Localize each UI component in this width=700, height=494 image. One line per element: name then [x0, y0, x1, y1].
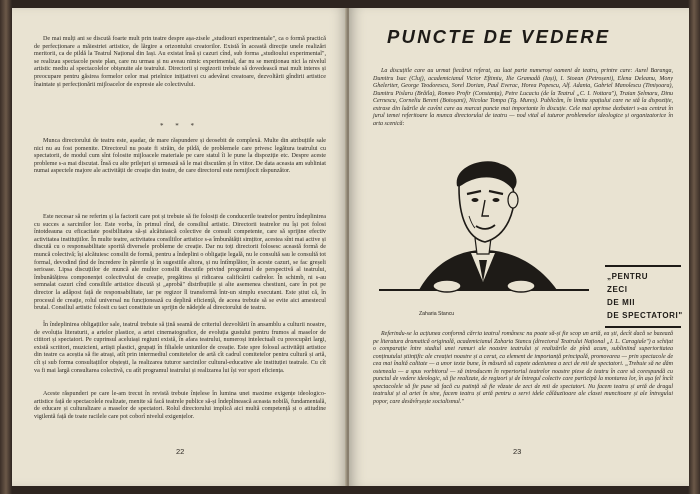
illustration-caption: Zaharia Stancu — [419, 311, 455, 317]
pullquote-line: ZECI — [607, 285, 628, 294]
body-paragraph: Referindu-se la acțiunea conformă cărria teatrul românesc nu poate să-și fie scop un artă, ea ști, decît dacă se bazează pe literatura dramatică originală, academicianul Zaharia Stancu (directorul Teatrului Național „I. L. Caragiale") a schițat o comparație între stadiul unei ramuri ale noastre teatrului și realizările de pînă acum, subliniind superioritatea conținutului științific ale creației noastre și a cerut, ca element de importanță principală, promovarea — prin spectacole de cea mai înaltă calitate — a unor texte bune, în măsură să capete adeziunea a zeci de mii de spectatori. „Trebuie să ne dăm osteneala — a spus vorbitorul — să introducem în repertoriul teatrelor noastre piese de teatru în care să corespundă cu punctul de vedere ideologic, să fie realizate, de regizori și de întregul colectiv care participă la montarea lor, în așa fel încît spectacolele să fie puse să facă cu putință să fie văzute de zeci de mii de spectatori. Nu facem teatru și artă de dragul teatrului și al artei în sine, facem teatru și artă pentru a servi idele călăuzitoare ale clasei muncitoare și ale întregului popor, care desăvîrșește socialismul." — [373, 331, 673, 405]
section-heading: PUNCTE DE VEDERE — [387, 26, 611, 47]
left-page — [12, 8, 347, 486]
paragraph-5: Aceste răspunderi pe care le-am trecut în revistă trebuie înțelese în lumina unei maxime exigențe ideologico-artistice față de spectacolele realizate, menite să facă teatrele publice să-și îndeplinească aceasta nobilă, fundamentală, de educare și culturalizare a maselor de spectatori. Rolul directorului implică aici multă competență și o atitudine vigilentă față de toate racilele care pot coborî nivelul exigențelor. — [34, 391, 326, 420]
pullquote-rule-top — [605, 265, 681, 267]
page-number-left: 22 — [176, 447, 185, 456]
paragraph-4: În îndeplinirea obligațiilor sale, teatrul trebuie să țină seamă de criteriul dezvoltării în ansamblu a culturii noastre, de evoluția literaturii, a artelor plastice, a artei cinematografice, de evoluția gustului pentru frumos al maselor de cititori și spectatori. Pe cuprinsul aceluiași regiuni există, în afara teatrului, numeroși intelectuali cu preocupări largi, există scriitori, muzicieni, artiști plastici, grupați în filialele uniunilor de creație. Este spre folosul activității artistice din teatre ca aceștia să fie atrași, atît prin intermediul comitetelor de artă cît cadrul comitetelor pentru cultură și artă, cît și sub forma consultațiilor obștești, la realizarea tuturor sarcinilor cultural-educative ale instituției teatrale. Cu cît va fi mai largă consultarea colectivă, cu atît programul teatrului și realizarea lui își vor spori eficiența. — [34, 322, 326, 374]
pullquote — [607, 270, 683, 322]
paragraph-1: De mai mulți ani se discută foarte mult prin teatre despre așa-zisele „studiouri experimentale", ca o formă practică de perfecționare a măiestriei artistice, de lărgire a orizontului creatorilor. Există în această direcție unele realizări meritorii, ca de pildă la Teatrul Național din Iași. Au existat însă și cazuri cînd, sub forma „studioului experimental", se realizau spectacole peste plan, care nu urmau și nu aveau nimic experimental, dar nu se menționau nici la nivelul artistic mediu al spectacolelor obișnuite ale teatrului. Directorii și regizorii trebuie să dovedească mai mult interes și preocupare pentru găsirea formelor celor mai prielnice inițiativei cu adevărat creatoare, dezvoltării gîndirii artistice înaintate și perfecționării mijloacelor de expresie ale colectivului. — [34, 36, 326, 88]
page-number-right: 23 — [513, 447, 522, 456]
pullquote-line: DE SPECTATORI" — [607, 311, 683, 320]
pullquote-rule-bottom — [605, 326, 681, 328]
caricature-illustration — [379, 158, 589, 308]
right-page — [349, 8, 689, 486]
lead-paragraph: La discuțiile care au urmat fiecărui referat, au luat parte numeroși oameni de teatru, printre care: Aurel Baranga, Dumitru Isac (Cluj), academicianul Victor Eftimiu, Ilie Gramadă (Iași), I. Stoean (Petroșeni), Elena Deleanu, Mony Gheleriter, George Teodorescu, Sorel Dorian, Paul Everac, Horea Popescu, Alf. Adania, Gabriel Manolescu (Timișoara), Dumitru Pislaru (Brăila), Romeo Profir (Constanța), Petre Lucaciu (de la Teatrul „C. I. Nottara"), Traian Șelmaru, Dinu Cernescu, Corneliu Bereni (Botoșani), Nicolae Tompa (Tg. Mureș). Publicăm, în limita spațiului care ne stă la dispoziție, extrase din luările de cuvînt care au marcat puncte mai importante în discuție. Cele mai aprinse dezbateri s-au centrat în jurul temei referitoare la munca directorului de teatru — nod vital al tuturor problemelor ideologice și organizatorice în arta scenică: — [373, 68, 673, 127]
paragraph-2: Munca directorului de teatru este, așadar, de mare răspundere și deosebit de complexă. Multe din atribuțiile sale nici nu au fost pomenite. Directorul nu poate fi străin, de pildă, de problemele care privesc legătura teatrului cu spectatorii, de modul cum sînt folosite mijloacele materiale pe care statul îi le pune la dispoziție etc. Despre aceste probleme s-a mai discutat. Însă cu alte prilejuri și urmează să le mai discutăm și în viitor. De data aceasta am subliniat numai aspectele majore ale activității de creație din teatre, de care directorul este nemijlocit răspunzător. — [34, 138, 326, 175]
paragraph-3: Este necesar să ne referim și la factorii care pot și trebuie să fie folosiți de conducerile teatrelor pentru îndeplinirea cu succes a sarcinilor lor. Este vorba, în primul rînd, de consiliul artistic. Directorii teatrelor nu își pot folosi întotdeauna cu eficacitate posibilitatea să-și alcătuiască colective de consult competente, care să sprijine efectiv activitatea instituțiilor. În multe teatre, activitatea consiliilor artistice s-a îmbunătățit simțitor, acestea sînt mai active și discută cu o responsabilitate sporită diversele probleme de creație. Dar nu toți directorii folosesc această formă de muncă colectivă; își alcătuiesc consilii de formă, pentru a îndeplini o obligație legală, nu le consultă sau le consultă tot formal, devodind țînd de încredere în părerile și în sugestiile altora, și nu întîmplător, în aceste cazuri, se fac greșeli serioase. Lipsa discuțiilor de muncă ale multor consilii discutile privind programul de perspectivă al teatrului, îmbunătățirea componenței colectivului de creație, pregătirea și ridicarea calificării cadrelor. În schimb, ni s-au semnalat cazuri cînd consiliile artistice discută și „aprobă" distribuțiile și alte asemenea chestiuni, care în pot pe director la adăpost față de responsabilitate, iar pe regizor îl transformă într-un simplu executant. Este știut că, în procesul de creație, rolul universal nu funcționează cu deplină eficiență, de aceea trebuie să se evite aici amestecul brutal. Consiliul artistic folosit cu tact constituie un sprijin de nădejde al directorului de teatru. — [34, 214, 326, 312]
section-separator: * * * — [160, 122, 199, 130]
pullquote-line: DE MII — [607, 298, 636, 307]
pullquote-line: „PENTRU — [607, 272, 649, 281]
